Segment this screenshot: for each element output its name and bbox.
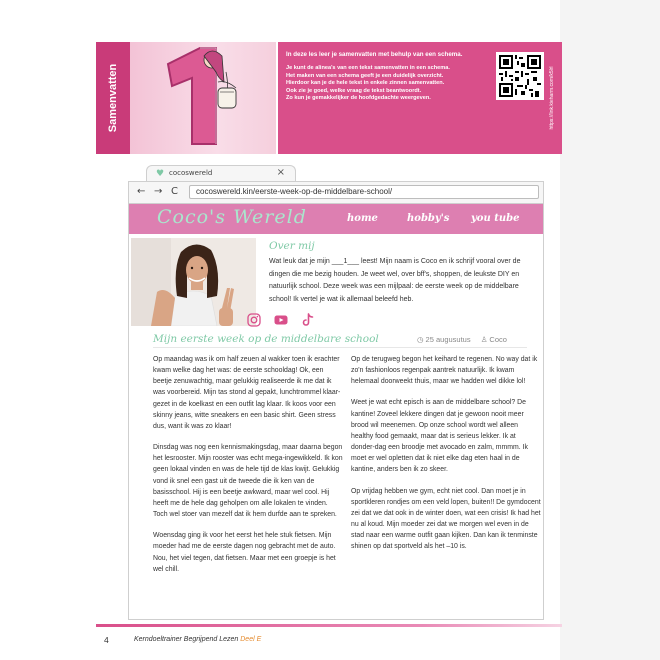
- footer-rule: [96, 624, 562, 627]
- explanation-line: Hierdoor kan je de hele tekst in enkele zinnen samenvatten.: [286, 80, 445, 87]
- user-icon: ♙: [480, 335, 488, 344]
- nav-hobbys[interactable]: hobby's: [407, 213, 450, 224]
- heart-icon: ♥: [156, 169, 165, 179]
- explanation-line: Zo kun je gemakkelijker de hoofdgedachte weergeven.: [286, 95, 431, 102]
- instagram-icon[interactable]: [247, 312, 261, 326]
- explanation-line: Je kunt de alinea's van een tekst samenvatten in een schema.: [286, 65, 450, 71]
- youtube-icon[interactable]: [274, 312, 288, 326]
- qr-link[interactable]: [546, 46, 558, 150]
- post-title: Mijn eerste week op de middelbare school: [153, 333, 379, 345]
- post-date: 25 augusutus: [425, 335, 471, 344]
- explanation-line: Het maken van een schema geeft je een duidelijk overzicht.: [286, 72, 444, 79]
- tab-title: cocoswereld: [169, 169, 213, 177]
- page-number: 4: [104, 635, 109, 645]
- browser-toolbar: [128, 181, 544, 203]
- post-paragraph: Woensdag ging ik voor het eerst het hele stuk fietsen. Mijn moeder had me de eerste dagen nog gebracht met de auto. Nou, het viel tegen, dat fietsen. Maar met een groepje is het wel chill.: [153, 532, 336, 573]
- forward-arrow-icon[interactable]: →: [154, 186, 163, 197]
- divider: [153, 347, 527, 348]
- book-title: [134, 636, 261, 643]
- address-bar[interactable]: cocoswereld.kin/eerste-week-op-de-middelbare-school/: [189, 185, 539, 199]
- site-logo[interactable]: Coco's Wereld: [157, 206, 307, 228]
- back-arrow-icon[interactable]: ←: [137, 186, 146, 197]
- qr-code[interactable]: [496, 52, 544, 100]
- book-title-text: Kerndoeltrainer Begrijpend Lezen: [134, 636, 239, 643]
- browser-tab[interactable]: [146, 165, 296, 181]
- post-paragraph: Dinsdag was nog een kennismakingsdag, maar daarna begon het lesrooster. Mijn rooster was echt mega-ingewikkeld. Ik kon geen lokaal vinden en was de hele tijd de klas kwijt. Gelukkig vond ik snel een gast uit de tweede die ik ken van de basisschool. Hij is een beetje awkward, maar wel cool. Hij heeft me de hele dag geholpen om alle lokalen te vinden. Toch wel stoer van mezelf dat ik hem durfde aan te spreken.: [153, 444, 343, 519]
- profile-photo: [131, 238, 256, 326]
- selfie-girl-image: [131, 238, 256, 326]
- about-heading: Over mij: [269, 240, 315, 252]
- close-tab-icon[interactable]: ×: [276, 167, 285, 178]
- qr-code-icon: [499, 55, 541, 97]
- post-column-left: [153, 354, 343, 585]
- post-paragraph: Op de terugweg begon het keihard te regenen. No way dat ik zo'n fashionloos regenpak aantrek natuurlijk. Ik kwam helemaal doorweekt thuis, maar we hadden wel dikke lol!: [351, 356, 538, 386]
- browser-window: [128, 165, 544, 620]
- post-author: Coco: [489, 335, 507, 344]
- post-column-right: [351, 354, 541, 563]
- clock-icon: ◷: [417, 335, 424, 344]
- post-meta: [417, 335, 507, 344]
- book-part: Deel E: [240, 636, 262, 643]
- qr-link-text: https://link.kieharm.com/k5lrl: [549, 66, 555, 130]
- post-paragraph: Op vrijdag hebben we gym, echt niet cool. Dan moet je in sportkleren rondjes om een veld lopen, buiten!! De gymdocent zei dat we dat ook in de winter doen, wat een crisis! Ik had het nu al koud. Mijn moeder zei dat we morgen wel even in de stad naar een warme outfit gaan kijken. Dan kan ik tenminste shinen op dat sportveld als het –10 is.: [351, 487, 541, 551]
- post-paragraph: Weet je wat echt episch is aan de middelbare school? De kantine! Zoveel lekkere dingen dat je gewoon nooit meer brood wil meenemen. Op onze school wordt wel alleen healthy food gemaakt, maar dat is serieus lekker. Ik at donder-dag een broodje met avocado en zalm, mmmm. Ik moet er wel opletten dat ik niet elke dag eten haal in de kantine, anders ben ik zo skeer.: [351, 399, 528, 474]
- post-paragraph: Op maandag was ik om half zeuen al wakker toen ik erachter kwam welke dag het was: de eerste schooldag! Ok, een beetje zenuwachtig, maar gelukkig realiseerde ik me dat ik was voorbereid. Mijn tas stond al gepakt, lunchtrommel klaar-gezet in de koelkast en een outfit lag klaar. Ik koos voor een skinny jeans, witte sneakers en een basic shirt. Geen stress dus, want ik was zo klaar!: [153, 356, 341, 430]
- number-one-icon: [130, 42, 276, 154]
- banner-divider: [276, 42, 278, 154]
- page-edge: [560, 0, 660, 660]
- banner-tab: [96, 42, 130, 154]
- lesson-goal: In deze les leer je samenvatten met behulp van een schema.: [286, 51, 463, 58]
- site-header: [129, 204, 543, 234]
- about-text: Wat leuk dat je mijn ___1___ leest! Mijn naam is Coco en ik schrijf vooral over de dingen die me bezig houden. Je weet wel, over bff's, shoppen, de leukste DIY en natuurlijk school. Deze week was een mijlpaal: de eerste week op de middelbare school! Ik vertel je wat ik allemaal beleefd heb.: [269, 258, 521, 303]
- lesson-explanation: [286, 65, 486, 103]
- nav-youtube[interactable]: you tube: [471, 213, 520, 224]
- lesson-banner: [96, 42, 562, 154]
- lesson-number-illustration: [130, 42, 276, 154]
- banner-tab-label: Samenvatten: [107, 63, 119, 133]
- reload-icon[interactable]: C: [171, 186, 178, 197]
- lesson-intro: [286, 51, 486, 103]
- explanation-line: Ook zie je goed, welke vraag de tekst beantwoordt.: [286, 87, 422, 94]
- webpage: [128, 203, 544, 620]
- tiktok-icon[interactable]: [301, 312, 315, 326]
- nav-home[interactable]: home: [347, 213, 378, 224]
